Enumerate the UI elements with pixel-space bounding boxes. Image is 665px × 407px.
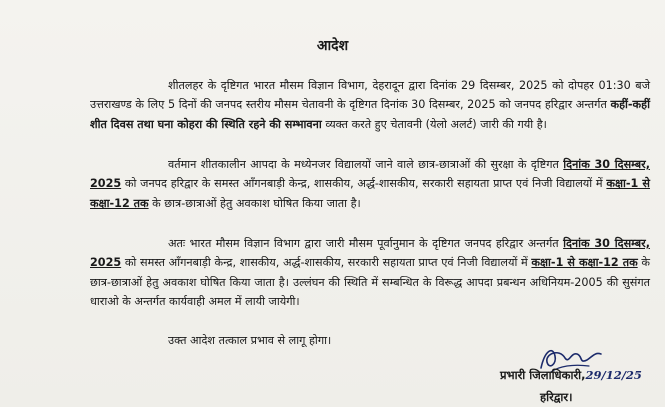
- para2-date: दिनांक 30 दिसम्बर, 2025: [90, 158, 650, 191]
- signature-date: 29/12/25: [585, 368, 642, 382]
- para2-text-b: को जनपद हरिद्वार के समस्त आँगनबाड़ी केन्द्र, शासकीय, अर्द्ध-शासकीय, सरकारी सहायता प्राप्त एवं निजी विद्यालयों में: [121, 177, 607, 191]
- para3-text-a: अतः भारत मौसम विज्ञान विभाग द्वारा जारी मौसम पूर्वानुमान के दृष्टिगत जनपद हरिद्वार अन्तर्गत: [168, 237, 564, 250]
- signatory-place: हरिद्वार।: [540, 390, 573, 404]
- para3-classes: कक्षा-1 से कक्षा-12 तक: [531, 256, 638, 270]
- para3-text-c: के छात्र-छात्राओं हेतु अवकाश घोषित किया जाता है। उल्लंघन की स्थिति में सम्बन्धित के विरूद्ध आपदा प्रबन्धन अधिनियम-2005 की सुसंगत धाराओ के अन्तर्गत कार्यवाही अमल में लायी जायेगी।: [90, 256, 650, 309]
- para1-text-b: व्यक्त करते हुए चेतावनी (येलो अलर्ट) जारी की गयी है।: [321, 117, 547, 131]
- para1-bold: कहीं-कहीं शीत दिवस तथा घना कोहरा की स्थिति रहने की सम्भावना: [90, 98, 650, 131]
- document-title: आदेश: [316, 38, 349, 54]
- para2-classes: कक्षा-1 से कक्षा-12 तक: [90, 177, 650, 210]
- signature-block: [500, 368, 642, 404]
- paragraph-1: [90, 76, 650, 134]
- para1-text-a: शीतलहर के दृष्टिगत भारत मौसम विज्ञान विभाग, देहरादून द्वारा दिनांक 29 दिसम्बर, 2025 को दोपहर 01:30 बजे उत्तराखण्ड के लिए 5 दिनों की जनपद स्तरीय मौसम चेतावनी के दृष्टिगत दिनांक 30 दिसम्बर, 2025 को जनपद हरिद्वार अन्तर्गत: [90, 79, 650, 112]
- para2-text-c: के छात्र-छात्राओं हेतु अवकाश घोषित किया जाता है।: [148, 196, 361, 210]
- paragraph-2: [90, 155, 650, 213]
- para2-text-a: वर्तमान शीतकालीन आपदा के मध्येनजर विद्यालयों जाने वाले छात्र-छात्राओं की सुरक्षा के दृष्टिगत: [168, 158, 564, 171]
- signatory-designation: प्रभारी जिलाधिकारी,: [500, 368, 586, 382]
- para3-text-b: को समस्त आँगनबाड़ी केन्द्र, शासकीय, अर्द्ध-शासकीय, सरकारी सहायता प्राप्त एवं निजी विद्यालयों में: [121, 256, 532, 270]
- para3-date: दिनांक 30 दिसम्बर, 2025: [90, 237, 650, 270]
- paragraph-4: उक्त आदेश तत्काल प्रभाव से लागू होगा।: [168, 334, 332, 347]
- paragraph-3: [90, 234, 650, 312]
